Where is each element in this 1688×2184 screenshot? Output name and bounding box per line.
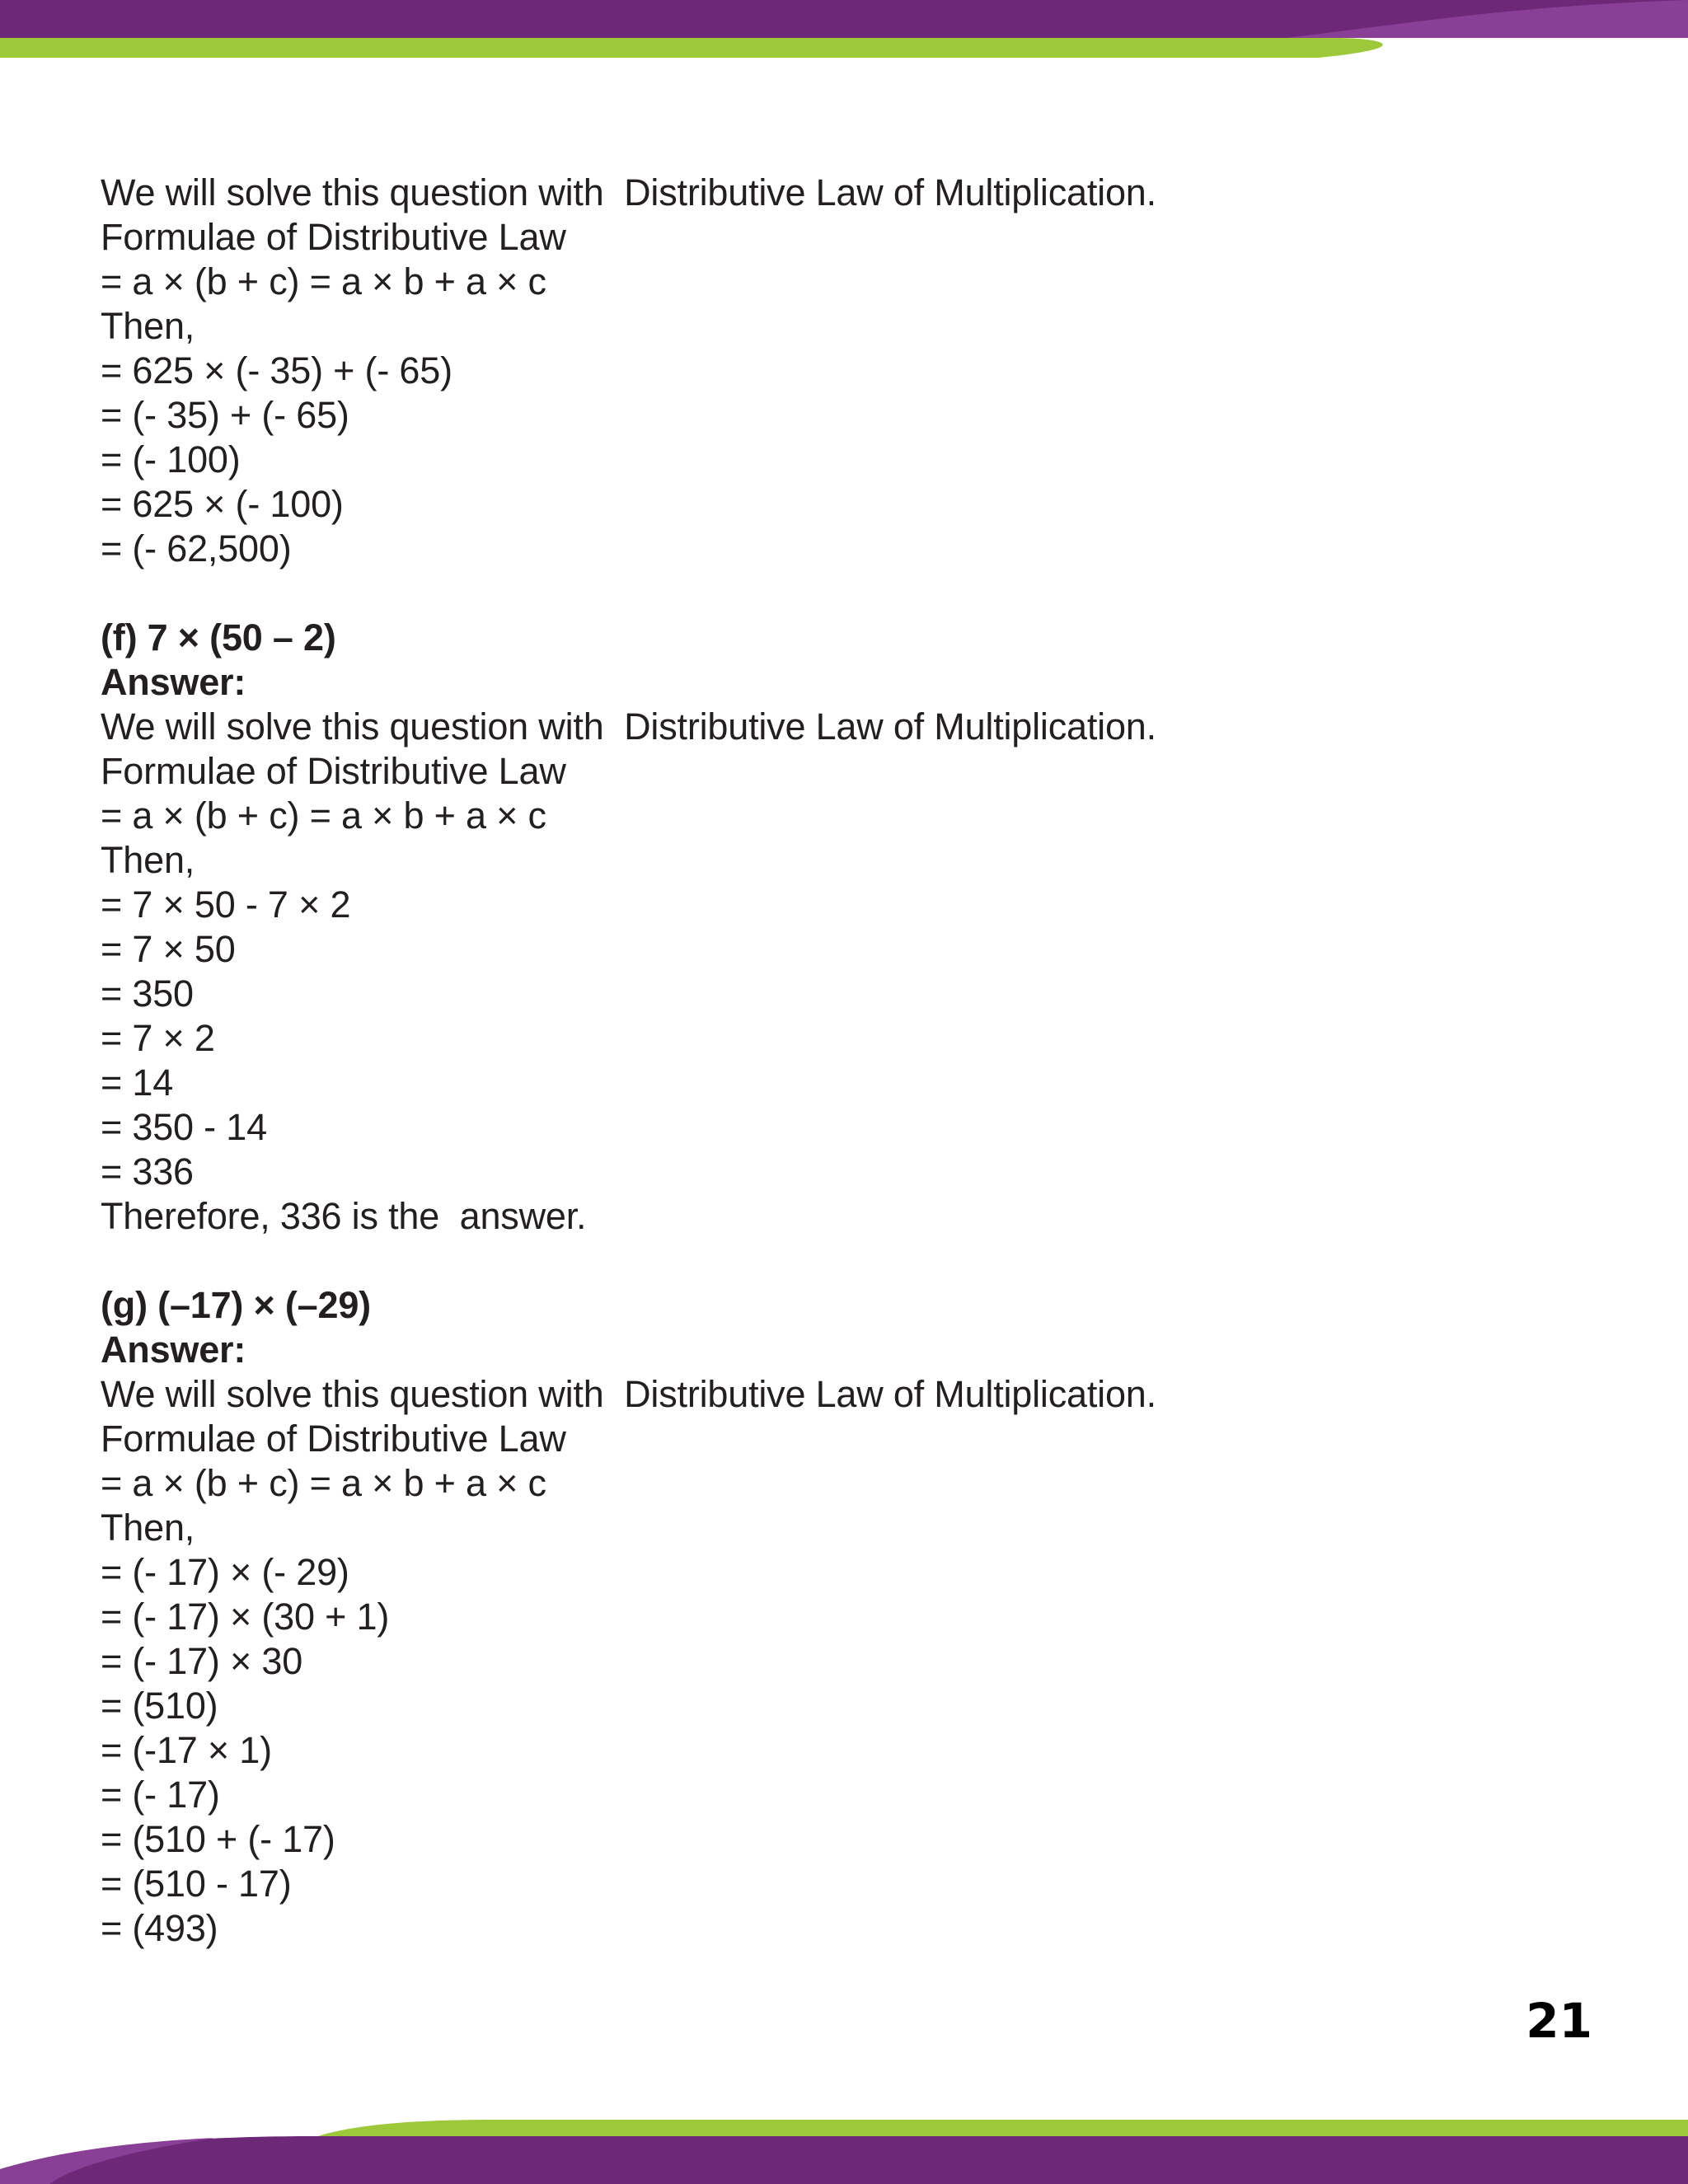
text-line: Formulae of Distributive Law [101,216,566,258]
step-line: = 336 [101,1151,194,1193]
step-line: = 350 [101,972,194,1015]
formula-line: = a × (b + c) = a × b + a × c [101,260,546,302]
step-line: = (- 17) × (30 + 1) [101,1596,390,1638]
text-line: We will solve this question with Distributive Law of Multiplication. [101,705,1156,748]
step-line: = (-17 × 1) [101,1729,272,1771]
question-title: (f) 7 × (50 – 2) [101,616,336,658]
question-title: (g) (–17) × (–29) [101,1284,371,1326]
text-line: Then, [101,305,195,347]
step-line: = (510) [101,1685,218,1727]
page-number: 21 [1526,1993,1592,2049]
step-line: = 350 - 14 [101,1106,267,1148]
step-line: = 7 × 2 [101,1017,215,1059]
page-content [101,171,1551,1951]
text-line: Then, [101,1507,195,1549]
text-line: Formulae of Distributive Law [101,750,566,792]
step-line: = (- 17) [101,1774,220,1816]
step-line: = (- 62,500) [101,527,292,569]
step-line: = 7 × 50 [101,928,236,970]
formula-line: = a × (b + c) = a × b + a × c [101,1462,546,1504]
answer-label: Answer: [101,1329,246,1371]
text-line: Formulae of Distributive Law [101,1418,566,1460]
step-line: = (- 17) × (- 29) [101,1551,349,1593]
step-line: = (493) [101,1907,218,1949]
step-line: = (510 + (- 17) [101,1818,335,1860]
spacer [101,571,1551,616]
conclusion-line: Therefore, 336 is the answer. [101,1195,587,1237]
spacer [101,1239,1551,1283]
step-line: = 7 × 50 - 7 × 2 [101,883,351,926]
bottom-decorative-band [0,2118,1688,2184]
text-line: We will solve this question with Distributive Law of Multiplication. [101,171,1156,213]
text-line: We will solve this question with Distributive Law of Multiplication. [101,1373,1156,1415]
answer-label: Answer: [101,661,246,703]
top-decorative-band [0,0,1688,59]
step-line: = (510 - 17) [101,1863,292,1905]
step-line: = (- 35) + (- 65) [101,394,349,436]
step-line: = 14 [101,1062,174,1104]
step-line: = (- 100) [101,438,241,480]
step-line: = (- 17) × 30 [101,1640,303,1682]
formula-line: = a × (b + c) = a × b + a × c [101,794,546,837]
question-e-continuation [101,171,1551,571]
text-line: Then, [101,839,195,881]
step-line: = 625 × (- 100) [101,483,344,525]
question-g [101,1283,1551,1951]
step-line: = 625 × (- 35) + (- 65) [101,349,452,391]
question-f [101,616,1551,1239]
